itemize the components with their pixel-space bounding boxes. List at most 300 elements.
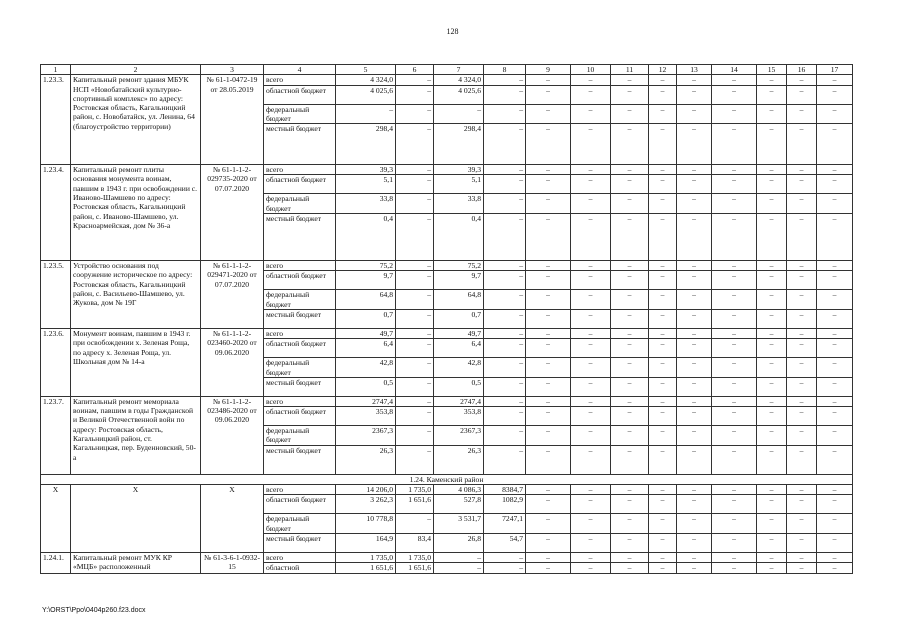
amount-cell: – [396, 290, 434, 310]
amount-cell: – [712, 358, 757, 378]
amount-cell: – [712, 514, 757, 534]
amount-cell: – [677, 290, 712, 310]
amount-cell: – [712, 426, 757, 446]
column-number: 16 [787, 65, 817, 75]
amount-cell: – [434, 104, 484, 124]
amount-cell: – [571, 563, 611, 573]
amount-cell: – [484, 175, 526, 194]
amount-cell: – [712, 261, 757, 271]
amount-cell: – [611, 485, 649, 495]
amount-cell: – [484, 194, 526, 214]
amount-cell: 75,2 [434, 261, 484, 271]
amount-cell: – [611, 175, 649, 194]
column-number: 2 [71, 65, 201, 75]
item-document: № 61-1-1-2-029735-2020 от 07.07.2020 [201, 165, 264, 261]
item-code: 1.23.4. [41, 165, 71, 261]
amount-cell: 42,8 [434, 358, 484, 378]
amount-cell: – [817, 214, 853, 261]
amount-cell: – [649, 445, 677, 474]
amount-cell: – [787, 533, 817, 552]
amount-cell: – [484, 563, 526, 573]
amount-cell: – [611, 407, 649, 426]
amount-cell: – [526, 407, 571, 426]
amount-cell: – [611, 533, 649, 552]
amount-cell: – [571, 124, 611, 165]
funding-source: местный бюджет [264, 533, 336, 552]
amount-cell: – [649, 407, 677, 426]
amount-cell: – [817, 271, 853, 290]
amount-cell: – [757, 271, 787, 290]
amount-cell: – [757, 377, 787, 396]
amount-cell: – [526, 85, 571, 104]
amount-cell: – [611, 328, 649, 338]
amount-cell: – [677, 104, 712, 124]
amount-cell: – [571, 175, 611, 194]
amount-cell: 49,7 [336, 328, 396, 338]
item-document: X [201, 485, 264, 553]
amount-cell: – [571, 75, 611, 85]
amount-cell: – [396, 445, 434, 474]
funding-source: местный бюджет [264, 124, 336, 165]
amount-cell: – [526, 194, 571, 214]
amount-cell: – [712, 194, 757, 214]
amount-cell: 0,7 [434, 309, 484, 328]
amount-cell: 353,8 [434, 407, 484, 426]
amount-cell: – [787, 563, 817, 573]
column-number: 11 [611, 65, 649, 75]
amount-cell: – [649, 75, 677, 85]
amount-cell: – [712, 271, 757, 290]
amount-cell: – [649, 339, 677, 358]
amount-cell: – [526, 290, 571, 310]
funding-source: областной бюджет [264, 175, 336, 194]
amount-cell: – [649, 214, 677, 261]
amount-cell: – [677, 377, 712, 396]
funding-source: местный бюджет [264, 214, 336, 261]
amount-cell: – [611, 75, 649, 85]
amount-cell: – [787, 552, 817, 562]
amount-cell: – [484, 358, 526, 378]
amount-cell: – [611, 339, 649, 358]
amount-cell: 527,8 [434, 495, 484, 514]
amount-cell: – [484, 309, 526, 328]
header-row [41, 65, 853, 75]
amount-cell: – [526, 495, 571, 514]
amount-cell: – [817, 426, 853, 446]
amount-cell: – [484, 552, 526, 562]
amount-cell: – [611, 552, 649, 562]
amount-cell: – [757, 445, 787, 474]
amount-cell: 26,3 [434, 445, 484, 474]
amount-cell: – [817, 445, 853, 474]
amount-cell: 64,8 [336, 290, 396, 310]
amount-cell: – [571, 514, 611, 534]
funding-source: областной [264, 563, 336, 573]
amount-cell: – [677, 85, 712, 104]
amount-cell: – [787, 124, 817, 165]
amount-cell: 1 651,6 [336, 563, 396, 573]
table-row [41, 485, 853, 495]
amount-cell: – [396, 271, 434, 290]
amount-cell: – [712, 328, 757, 338]
item-code: 1.23.5. [41, 261, 71, 329]
amount-cell: – [787, 214, 817, 261]
amount-cell: – [484, 104, 526, 124]
amount-cell: – [757, 165, 787, 175]
amount-cell: – [396, 377, 434, 396]
amount-cell: – [336, 104, 396, 124]
amount-cell: – [571, 290, 611, 310]
amount-cell: – [817, 396, 853, 406]
amount-cell: – [712, 396, 757, 406]
amount-cell: – [757, 328, 787, 338]
amount-cell: – [817, 563, 853, 573]
amount-cell: – [611, 514, 649, 534]
funding-source: федеральный бюджет [264, 358, 336, 378]
item-name: X [71, 485, 201, 553]
amount-cell: – [611, 563, 649, 573]
amount-cell: – [787, 426, 817, 446]
amount-cell: – [571, 358, 611, 378]
amount-cell: – [526, 563, 571, 573]
amount-cell: – [677, 552, 712, 562]
amount-cell: – [526, 261, 571, 271]
column-number: 5 [336, 65, 396, 75]
amount-cell: – [757, 358, 787, 378]
amount-cell: – [396, 175, 434, 194]
amount-cell: – [649, 290, 677, 310]
amount-cell: – [817, 194, 853, 214]
amount-cell: – [677, 445, 712, 474]
amount-cell: 3 262,3 [336, 495, 396, 514]
funding-source: федеральный бюджет [264, 194, 336, 214]
amount-cell: – [611, 85, 649, 104]
amount-cell: – [757, 309, 787, 328]
amount-cell: – [571, 309, 611, 328]
amount-cell: – [757, 552, 787, 562]
column-number: 6 [396, 65, 434, 75]
amount-cell: – [677, 426, 712, 446]
item-document: № 61-1-1-2-023460-2020 от 09.06.2020 [201, 328, 264, 396]
amount-cell: – [611, 358, 649, 378]
amount-cell: – [787, 175, 817, 194]
funding-source: местный бюджет [264, 377, 336, 396]
amount-cell: – [677, 328, 712, 338]
column-number: 15 [757, 65, 787, 75]
column-number: 4 [264, 65, 336, 75]
amount-cell: 33,8 [434, 194, 484, 214]
amount-cell: – [649, 514, 677, 534]
amount-cell: 1 735,0 [396, 485, 434, 495]
amount-cell: – [396, 328, 434, 338]
amount-cell: – [677, 407, 712, 426]
amount-cell: – [571, 214, 611, 261]
amount-cell: – [484, 290, 526, 310]
item-document: № 61-1-1-2-029471-2020 от 07.07.2020 [201, 261, 264, 329]
column-number: 9 [526, 65, 571, 75]
amount-cell: – [787, 75, 817, 85]
amount-cell: – [649, 552, 677, 562]
amount-cell: – [757, 426, 787, 446]
amount-cell: 1 735,0 [336, 552, 396, 562]
amount-cell: – [649, 485, 677, 495]
amount-cell: – [757, 495, 787, 514]
amount-cell: 2747,4 [336, 396, 396, 406]
table-row [41, 261, 853, 271]
amount-cell: – [649, 328, 677, 338]
amount-cell: – [396, 261, 434, 271]
amount-cell: 10 778,8 [336, 514, 396, 534]
amount-cell: – [571, 165, 611, 175]
amount-cell: – [526, 552, 571, 562]
item-code: 1.23.6. [41, 328, 71, 396]
funding-source: всего [264, 396, 336, 406]
funding-source: областной бюджет [264, 339, 336, 358]
amount-cell: – [787, 328, 817, 338]
amount-cell: – [526, 514, 571, 534]
amount-cell: – [817, 514, 853, 534]
amount-cell: – [526, 75, 571, 85]
amount-cell: – [712, 495, 757, 514]
amount-cell: – [571, 261, 611, 271]
funding-source: местный бюджет [264, 445, 336, 474]
amount-cell: – [677, 485, 712, 495]
amount-cell: – [677, 261, 712, 271]
amount-cell: 6,4 [434, 339, 484, 358]
amount-cell: – [611, 214, 649, 261]
amount-cell: – [434, 552, 484, 562]
amount-cell: – [571, 85, 611, 104]
amount-cell: – [787, 358, 817, 378]
amount-cell: 298,4 [434, 124, 484, 165]
table-row [41, 396, 853, 406]
column-number: 8 [484, 65, 526, 75]
amount-cell: 4 324,0 [434, 75, 484, 85]
amount-cell: 0,4 [336, 214, 396, 261]
amount-cell: – [757, 563, 787, 573]
amount-cell: – [757, 75, 787, 85]
amount-cell: – [817, 290, 853, 310]
amount-cell: – [649, 426, 677, 446]
amount-cell: – [396, 426, 434, 446]
amount-cell: 1082,9 [484, 495, 526, 514]
amount-cell: – [677, 75, 712, 85]
amount-cell: 9,7 [434, 271, 484, 290]
amount-cell: 9,7 [336, 271, 396, 290]
amount-cell: – [396, 514, 434, 534]
funding-source: областной бюджет [264, 85, 336, 104]
amount-cell: – [396, 194, 434, 214]
amount-cell: – [484, 165, 526, 175]
column-number: 12 [649, 65, 677, 75]
amount-cell: 4 324,0 [336, 75, 396, 85]
funding-source: всего [264, 328, 336, 338]
amount-cell: – [677, 514, 712, 534]
amount-cell: – [484, 396, 526, 406]
amount-cell: – [677, 339, 712, 358]
amount-cell: – [649, 194, 677, 214]
amount-cell: – [649, 124, 677, 165]
funding-source: всего [264, 552, 336, 562]
amount-cell: – [712, 175, 757, 194]
amount-cell: – [787, 377, 817, 396]
amount-cell: 4 086,3 [434, 485, 484, 495]
amount-cell: 0,5 [434, 377, 484, 396]
amount-cell: 1 651,6 [396, 495, 434, 514]
amount-cell: 0,4 [434, 214, 484, 261]
amount-cell: – [571, 194, 611, 214]
amount-cell: – [649, 396, 677, 406]
amount-cell: 3 531,7 [434, 514, 484, 534]
amount-cell: 4 025,6 [434, 85, 484, 104]
amount-cell: 353,8 [336, 407, 396, 426]
amount-cell: 49,7 [434, 328, 484, 338]
amount-cell: – [571, 426, 611, 446]
amount-cell: – [787, 485, 817, 495]
funding-source: всего [264, 75, 336, 85]
amount-cell: – [396, 214, 434, 261]
amount-cell: 26,8 [434, 533, 484, 552]
amount-cell: – [712, 165, 757, 175]
table-row [41, 75, 853, 85]
column-number: 10 [571, 65, 611, 75]
item-document: № 61-1-1-2-023486-2020 от 09.06.2020 [201, 396, 264, 474]
file-path: Y:\ORST\Ppo\0404p260.f23.docx [42, 607, 146, 614]
amount-cell: – [817, 261, 853, 271]
amount-cell: – [611, 194, 649, 214]
amount-cell: – [526, 124, 571, 165]
amount-cell: – [712, 214, 757, 261]
amount-cell: – [787, 271, 817, 290]
item-code: X [41, 485, 71, 553]
amount-cell: – [526, 445, 571, 474]
amount-cell: – [817, 309, 853, 328]
amount-cell: – [787, 194, 817, 214]
amount-cell: – [571, 271, 611, 290]
amount-cell: 42,8 [336, 358, 396, 378]
amount-cell: – [712, 485, 757, 495]
amount-cell: – [677, 309, 712, 328]
item-code: 1.24.1. [41, 552, 71, 573]
amount-cell: – [712, 309, 757, 328]
amount-cell: – [611, 396, 649, 406]
amount-cell: – [484, 214, 526, 261]
column-number: 7 [434, 65, 484, 75]
amount-cell: – [787, 495, 817, 514]
amount-cell: – [611, 426, 649, 446]
amount-cell: – [571, 445, 611, 474]
amount-cell: – [611, 445, 649, 474]
amount-cell: – [787, 104, 817, 124]
amount-cell: – [526, 396, 571, 406]
amount-cell: – [817, 377, 853, 396]
amount-cell: – [787, 339, 817, 358]
amount-cell: – [712, 339, 757, 358]
amount-cell: – [611, 165, 649, 175]
amount-cell: – [787, 85, 817, 104]
amount-cell: – [712, 85, 757, 104]
amount-cell: 6,4 [336, 339, 396, 358]
amount-cell: – [484, 339, 526, 358]
amount-cell: – [649, 104, 677, 124]
amount-cell: – [677, 214, 712, 261]
column-number: 17 [817, 65, 853, 75]
funding-source: всего [264, 165, 336, 175]
amount-cell: – [817, 165, 853, 175]
amount-cell: – [757, 514, 787, 534]
amount-cell: – [526, 426, 571, 446]
amount-cell: – [757, 485, 787, 495]
amount-cell: – [526, 533, 571, 552]
amount-cell: – [817, 533, 853, 552]
amount-cell: – [484, 271, 526, 290]
amount-cell: – [396, 124, 434, 165]
column-number: 3 [201, 65, 264, 75]
amount-cell: – [571, 396, 611, 406]
amount-cell: – [396, 358, 434, 378]
amount-cell: – [526, 309, 571, 328]
amount-cell: – [677, 165, 712, 175]
amount-cell: 39,3 [336, 165, 396, 175]
amount-cell: – [571, 485, 611, 495]
amount-cell: 26,3 [336, 445, 396, 474]
amount-cell: – [757, 175, 787, 194]
amount-cell: 2747,4 [434, 396, 484, 406]
amount-cell: – [484, 85, 526, 104]
amount-cell: – [611, 377, 649, 396]
amount-cell: – [396, 407, 434, 426]
budget-table [40, 64, 853, 574]
amount-cell: 0,7 [336, 309, 396, 328]
funding-source: федеральный бюджет [264, 514, 336, 534]
amount-cell: – [396, 339, 434, 358]
amount-cell: – [484, 124, 526, 165]
amount-cell: – [712, 290, 757, 310]
amount-cell: – [677, 563, 712, 573]
amount-cell: – [484, 261, 526, 271]
item-code: 1.23.7. [41, 396, 71, 474]
amount-cell: – [649, 495, 677, 514]
amount-cell: – [787, 261, 817, 271]
amount-cell: – [677, 396, 712, 406]
amount-cell: – [787, 396, 817, 406]
amount-cell: – [571, 377, 611, 396]
amount-cell: – [484, 377, 526, 396]
amount-cell: – [712, 377, 757, 396]
amount-cell: – [677, 124, 712, 165]
amount-cell: – [649, 165, 677, 175]
amount-cell: – [787, 445, 817, 474]
amount-cell: – [396, 309, 434, 328]
amount-cell: 7247,1 [484, 514, 526, 534]
amount-cell: – [757, 85, 787, 104]
amount-cell: – [571, 533, 611, 552]
amount-cell: – [611, 495, 649, 514]
amount-cell: 8384,7 [484, 485, 526, 495]
amount-cell: – [526, 328, 571, 338]
amount-cell: – [571, 339, 611, 358]
amount-cell: – [571, 407, 611, 426]
item-name: Капитальный ремонт здания МБУК НСП «Новобатайский культурно-спортивный комплекс» по адресу: Ростовская область, Кагальницкий район, с. Новобатайск, ул. Ленина, 64 (благоустройство территории) [71, 75, 201, 165]
amount-cell: 1 651,6 [396, 563, 434, 573]
amount-cell: – [396, 396, 434, 406]
amount-cell: 2367,3 [336, 426, 396, 446]
amount-cell: – [757, 261, 787, 271]
amount-cell: – [649, 271, 677, 290]
amount-cell: – [787, 290, 817, 310]
item-name: Устройство основания под сооружение историческое по адресу: Ростовская область, Кагальницкий район, с. Васильево-Шамшево, ул. Жукова, дом № 19Г [71, 261, 201, 329]
item-name: Капитальный ремонт МУК КР «МЦБ» расположенный [71, 552, 201, 573]
